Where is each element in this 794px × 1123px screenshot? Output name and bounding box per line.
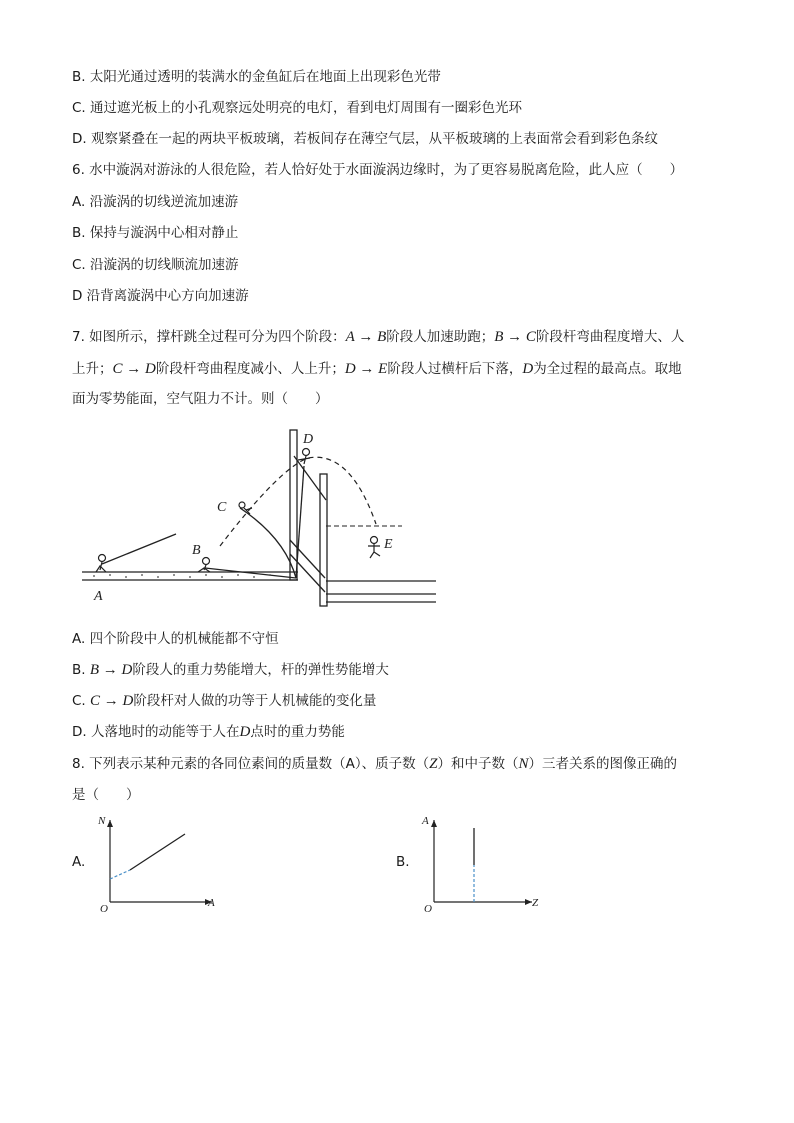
q7-option-a: A. 四个阶段中人的机械能都不守恒 [72, 631, 279, 647]
q6-option-b: B. 保持与漩涡中心相对静止 [72, 225, 239, 241]
q7-stem-line2: 上升；C → D阶段杆弯曲程度减小、人上升；D → E阶段人过横杆后下落，D为全过程的最高点。取地 [72, 361, 682, 377]
graph-b-y-label: A [422, 815, 429, 827]
q8-option-a-label: A. [72, 854, 86, 870]
q8-option-b-label: B. [396, 854, 410, 870]
q6-option-d: D 沿背离漩涡中心方向加速游 [72, 288, 249, 304]
q6-option-a: A. 沿漩涡的切线逆流加速游 [72, 194, 239, 210]
q8-stem-line2: 是（ ） [72, 787, 140, 803]
q5-option-d: D. 观察紧叠在一起的两块平板玻璃，若板间存在薄空气层，从平板玻璃的上表面常会看到彩色条纹 [72, 131, 658, 147]
q8-graph-b [418, 810, 558, 914]
q5-option-c: C. 通过遮光板上的小孔观察远处明亮的电灯，看到电灯周围有一圈彩色光环 [72, 100, 523, 116]
graph-b-x-label: Z [532, 897, 539, 909]
graph-b-origin: O [424, 903, 432, 914]
q5-option-b: B. 太阳光通过透明的装满水的金鱼缸后在地面上出现彩色光带 [72, 69, 441, 85]
fig-label-d: D [303, 432, 314, 447]
q7-stem-line3: 面为零势能面，空气阻力不计。则（ ） [72, 391, 329, 407]
graph-a-origin: O [100, 903, 108, 914]
graph-a-x-label: A [208, 897, 215, 909]
pole-vault-figure [80, 428, 440, 610]
q6-stem: 6. 水中漩涡对游泳的人很危险，若人恰好处于水面漩涡边缘时，为了更容易脱离危险，此人应（ ） [72, 162, 684, 178]
q7-option-c: C. C → D阶段杆对人做的功等于人机械能的变化量 [72, 693, 377, 709]
fig-label-e: E [384, 537, 393, 552]
graph-a-y-label: N [98, 815, 106, 827]
q7-stem-line1: 7. 如图所示，撑杆跳全过程可分为四个阶段：A → B阶段人加速助跑；B → C阶段杆弯曲程度增大、人 [72, 329, 685, 345]
fig-label-c: C [217, 500, 227, 515]
fig-label-a: A [94, 589, 103, 604]
q7-option-b: B. B → D阶段人的重力势能增大，杆的弹性势能增大 [72, 662, 389, 678]
q7-option-d: D. 人落地时的动能等于人在D点时的重力势能 [72, 724, 345, 740]
fig-label-b: B [192, 543, 201, 558]
q8-graph-a [90, 810, 230, 914]
q6-option-c: C. 沿漩涡的切线顺流加速游 [72, 257, 239, 273]
q8-stem-line1: 8. 下列表示某种元素的各同位素间的质量数（A）、质子数（Z）和中子数（N）三者关系的图像正确的 [72, 756, 678, 772]
